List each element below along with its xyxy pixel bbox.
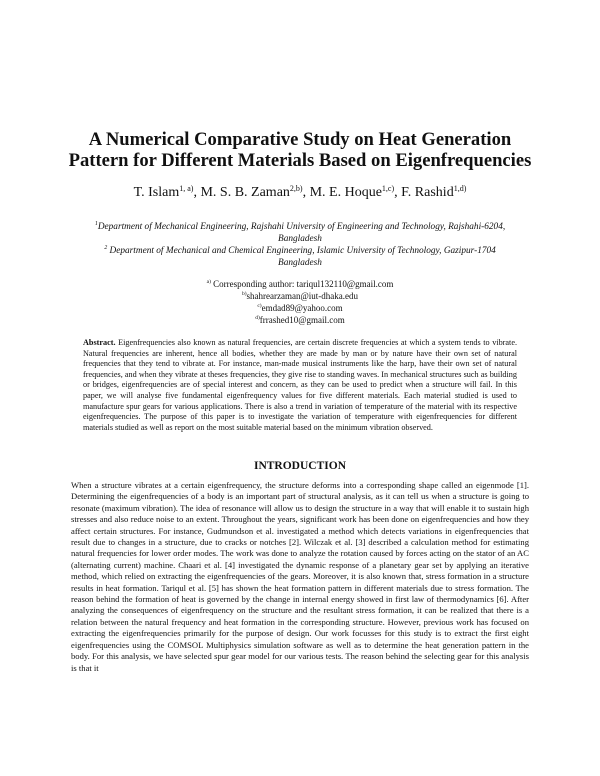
affiliation bbox=[82, 221, 518, 245]
author-affil-sup: 2,b) bbox=[289, 184, 303, 193]
author-affil-sup: 1, a) bbox=[179, 184, 194, 193]
abstract-label: Abstract. bbox=[83, 338, 116, 347]
email-line bbox=[150, 314, 450, 326]
author-affil-sup: 1,d) bbox=[453, 184, 467, 193]
title-line-2: Pattern for Different Materials Based on Eigenfrequencies bbox=[68, 150, 532, 171]
author-list: T. Islam$^{1, a)}$, M. S. B. Zaman$^{2,b)}$, M. E. Hoque$^{1,c)}$, F. Rashid$^{1,d)}$ bbox=[133, 184, 467, 200]
affiliations bbox=[82, 221, 518, 269]
section-heading: INTRODUCTION bbox=[253, 460, 346, 472]
email-sup: d) bbox=[255, 315, 260, 321]
email-sup: c) bbox=[257, 303, 262, 309]
email-sup: b) bbox=[241, 291, 247, 297]
email-line bbox=[150, 278, 450, 290]
introduction-paragraph: When a structure vibrates at a certain eigenfrequency, the structure deforms into a corresponding shape called an eigenmode [1]. Determining the eigenfrequencies of a body is an important part of structural analysis, as it can tell us when a structure is going to resonate (maximum vibration). The idea of resonance will allow us to design the structure in a way that will enable it to sustain high stresses and also reduce noise to an extent. Throughout the years, significant work has been done on eigenfrequencies and how they affect certain structures. For instance, Gudmundson et al. investigated a method which detects variations in eigenfrequencies that result due to changes in a structure, due to cracks or notches [2]. Wilczak et al. [3] described a calculation method for estimating natural frequencies for lower order modes. The work was done to analyze the rotation caused by forces acting on the stator of an AC (alternating current) machine. Chaari et al. [4] investigated the dynamic response of a planetary gear set by applying an iterative method, which relied on extracting the eigenfrequencies of the gears. Moreover, it is also known that, stress formation in a structure results in heat formation. Tariqul et al. [5] has shown the heat formation pattern in different materials due to stress formation. The reason behind the formation of heat is governed by the change in internal energy showed in first law of thermodynamics [6]. After analyzing the consequences of eigenfrequency on the structure and the resultant stress formation, it can be realized that there is a relation between the natural frequency and heat formation in the corresponding structure. However, previous work has focused on extracting the eigenfrequencies primarily for the purpose of design. Our work focusses for this study is to extract the first eight eigenfrequencies using the COMSOL Multiphysics simulation software as well as to determine the heat generation pattern in the body. For this analysis, we have selected spur gear model for our various tests. The reason behind the selecting gear for this analysis is that it bbox=[71, 480, 529, 673]
abstract-text: Eigenfrequencies also known as natural frequencies, are certain discrete frequencies at which a system tends to vibrate. Natural frequencies are inherent, hence all bodies, whether they are made by man or by nature have their own set of natural frequencies that they tend to vibrate at. For instance, man-made musical instruments like the harp, have their own set of natural frequencies, and when they vibrate at theses frequencies, they give rise to standing waves. In mechanical structures such as building or bridges, eigenfrequencies are of special interest and concern, as they can be used to predict when a structure will fail. In this paper, we will analyse five fundamental eigenfrequency values for five different materials. Each material studied is used to manufacture spur gears for various applications. There is also a trend in variation of temperature of the material with its respective eigenfrequencies. The purpose of this paper is to investigate the variation of temperature with eigenfrequencies for different materials studied as well as report on the most suitable material based on the minimum vibration observed. bbox=[83, 338, 517, 432]
contact-emails bbox=[150, 278, 450, 326]
affiliation bbox=[82, 245, 518, 269]
affiliation-text: Department of Mechanical Engineering, Rajshahi University of Engineering and Technology, Rajshahi-6204, Bangladesh bbox=[97, 222, 506, 244]
email-line bbox=[150, 290, 450, 302]
email-text: emdad89@yahoo.com bbox=[261, 303, 343, 313]
affiliation-sup: 2 bbox=[104, 245, 108, 251]
author-affil-sup: 1,c) bbox=[381, 184, 395, 193]
email-sup: a) bbox=[206, 279, 211, 285]
email-text: shahrearzaman@iut-dhaka.edu bbox=[246, 291, 359, 301]
author-name: M. S. B. Zaman bbox=[200, 185, 290, 200]
affiliation-text: Department of Mechanical and Chemical Engineering, Islamic University of Technology, Gazipur-1704 Bangladesh bbox=[109, 246, 496, 268]
email-line bbox=[150, 302, 450, 314]
author-name: F. Rashid bbox=[401, 185, 454, 200]
email-text: frrashed10@gmail.com bbox=[259, 315, 345, 325]
author-name: M. E. Hoque bbox=[309, 185, 382, 200]
abstract bbox=[83, 338, 517, 433]
paper-title bbox=[40, 129, 560, 171]
title-line-1: A Numerical Comparative Study on Heat Generation bbox=[88, 129, 512, 150]
author-name: T. Islam bbox=[133, 185, 180, 200]
email-text: Corresponding author: tariqul132110@gmail.com bbox=[213, 279, 394, 289]
affiliation-sup: 1 bbox=[94, 221, 98, 227]
